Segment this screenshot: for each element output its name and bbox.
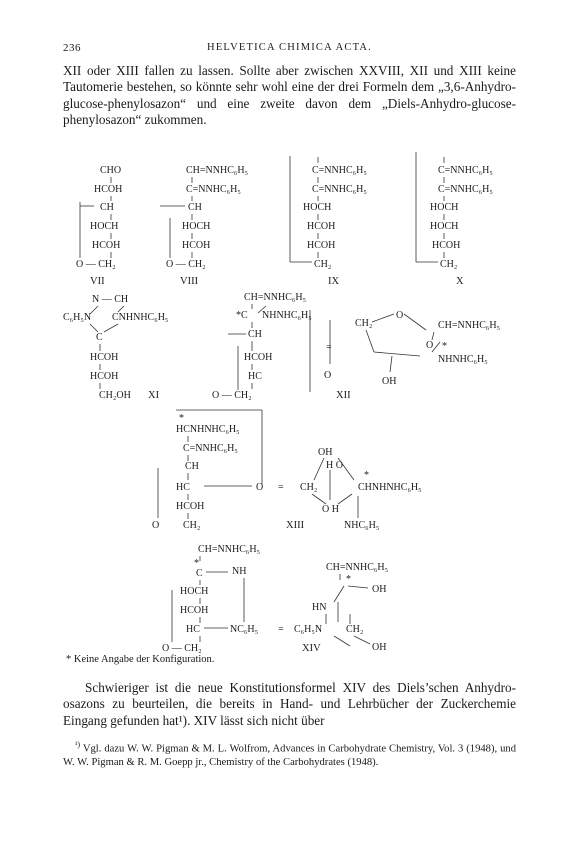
svg-text:CHO: CHO bbox=[100, 165, 122, 176]
svg-text:C=NNHC₆H₅: C=NNHC₆H₅ bbox=[312, 165, 367, 176]
svg-text:C=NNHC₆H₅: C=NNHC₆H₅ bbox=[186, 184, 241, 195]
svg-text:HCOH: HCOH bbox=[432, 240, 461, 251]
svg-text:HCOH: HCOH bbox=[182, 240, 211, 251]
svg-text:O — CH₂: O — CH₂ bbox=[166, 259, 206, 270]
svg-text:HOCH: HOCH bbox=[430, 202, 459, 213]
svg-text:O H: O H bbox=[322, 504, 339, 515]
svg-text:HCOH: HCOH bbox=[92, 240, 121, 251]
svg-text:*C: *C bbox=[236, 310, 248, 321]
svg-text:CH: CH bbox=[188, 202, 202, 213]
svg-text:H O: H O bbox=[326, 460, 343, 471]
svg-text:*: * bbox=[346, 574, 351, 585]
svg-text:OH: OH bbox=[382, 376, 397, 387]
formula-xii bbox=[324, 310, 500, 401]
svg-text:HOCH: HOCH bbox=[303, 202, 332, 213]
svg-text:O — CH₂: O — CH₂ bbox=[212, 390, 252, 401]
formula-xi-b bbox=[212, 292, 312, 401]
svg-text:CH₂: CH₂ bbox=[355, 318, 373, 329]
svg-text:HN: HN bbox=[312, 602, 327, 613]
svg-text:*: * bbox=[179, 413, 184, 424]
formula-ix bbox=[290, 156, 367, 287]
svg-text:C=NNHC₆H₅: C=NNHC₆H₅ bbox=[183, 443, 238, 454]
svg-text:N — CH: N — CH bbox=[92, 294, 129, 305]
svg-text:*: * bbox=[364, 470, 369, 481]
svg-text:CH=NNHC₆H₅: CH=NNHC₆H₅ bbox=[438, 320, 501, 331]
body-paragraph: Schwieriger ist die neue Konstitutionsformel XIV des Diels’schen Anhydro-osazons zu beurteilen, die bereits in Hand- und Lehrbücher der Zuckerchemie Eingang gefunden hat¹). XIV lässt sich nicht über bbox=[63, 680, 516, 728]
svg-text:O: O bbox=[152, 520, 160, 531]
svg-text:HOCH: HOCH bbox=[430, 221, 459, 232]
svg-text:HCOH: HCOH bbox=[90, 371, 119, 382]
svg-text:CH=NNHC₆H₅: CH=NNHC₆H₅ bbox=[186, 165, 249, 176]
svg-text:NHC₆H₅: NHC₆H₅ bbox=[344, 520, 380, 531]
svg-text:=: = bbox=[278, 624, 284, 635]
svg-text:HOCH: HOCH bbox=[182, 221, 211, 232]
svg-text:*: * bbox=[194, 558, 199, 569]
svg-text:HCOH: HCOH bbox=[244, 352, 273, 363]
svg-text:NHNHC₆H₅: NHNHC₆H₅ bbox=[262, 310, 312, 321]
svg-text:CH₂: CH₂ bbox=[300, 482, 318, 493]
formula-xi bbox=[63, 294, 168, 401]
svg-text:CH=NNHC₆H₅: CH=NNHC₆H₅ bbox=[244, 292, 307, 303]
footnote-text: Vgl. dazu W. W. Pigman & M. L. Wolfrom, Advances in Carbohydrate Chemistry, Vol. 3 (1948), und W. W. Pigman & R. M. Goepp jr., Chemistry of the Carbohydrates (1948). bbox=[63, 743, 516, 768]
svg-text:CH₂: CH₂ bbox=[183, 520, 201, 531]
svg-text:HOCH: HOCH bbox=[90, 221, 119, 232]
formula-xiii bbox=[152, 410, 422, 531]
svg-text:O — CH₂: O — CH₂ bbox=[162, 643, 202, 654]
svg-text:*: * bbox=[442, 341, 447, 352]
svg-text:CHNHNHC₆H₅: CHNHNHC₆H₅ bbox=[358, 482, 422, 493]
svg-text:CH₂: CH₂ bbox=[440, 259, 458, 270]
svg-text:CH₂: CH₂ bbox=[314, 259, 332, 270]
svg-text:O: O bbox=[426, 340, 434, 351]
svg-text:HCOH: HCOH bbox=[307, 221, 336, 232]
svg-text:NHNHC₆H₅: NHNHC₆H₅ bbox=[438, 354, 488, 365]
svg-text:VIII: VIII bbox=[180, 276, 199, 287]
svg-text:HCNHNHC₆H₅: HCNHNHC₆H₅ bbox=[176, 424, 240, 435]
svg-text:CH: CH bbox=[100, 202, 114, 213]
formula-viii bbox=[160, 165, 248, 287]
svg-text:HCOH: HCOH bbox=[307, 240, 336, 251]
svg-text:HC: HC bbox=[186, 624, 200, 635]
svg-text:=: = bbox=[326, 342, 332, 353]
journal-title: HELVETICA CHIMICA ACTA. bbox=[207, 42, 372, 53]
svg-text:XIII: XIII bbox=[286, 520, 305, 531]
footnote bbox=[63, 738, 516, 769]
svg-text:CH: CH bbox=[185, 461, 199, 472]
footnote-marker: ¹) bbox=[75, 740, 81, 749]
svg-text:C=NNHC₆H₅: C=NNHC₆H₅ bbox=[438, 184, 493, 195]
svg-text:CH₂OH: CH₂OH bbox=[99, 390, 131, 401]
svg-text:XII: XII bbox=[336, 390, 351, 401]
svg-text:HC: HC bbox=[176, 482, 190, 493]
svg-text:HOCH: HOCH bbox=[180, 586, 209, 597]
svg-text:NH: NH bbox=[232, 566, 247, 577]
svg-text:O: O bbox=[396, 310, 404, 321]
svg-text:OH: OH bbox=[318, 447, 333, 458]
svg-text:O: O bbox=[324, 370, 332, 381]
svg-text:C₆H₅N: C₆H₅N bbox=[63, 312, 92, 323]
svg-text:XIV: XIV bbox=[302, 643, 321, 654]
svg-text:X: X bbox=[456, 276, 464, 287]
svg-text:CH: CH bbox=[248, 329, 262, 340]
svg-text:HCOH: HCOH bbox=[90, 352, 119, 363]
svg-text:C: C bbox=[96, 332, 103, 343]
formula-vii bbox=[76, 165, 122, 287]
svg-text:VII: VII bbox=[90, 276, 105, 287]
svg-text:HCOH: HCOH bbox=[180, 605, 209, 616]
svg-text:O: O bbox=[256, 482, 264, 493]
svg-text:HCOH: HCOH bbox=[176, 501, 205, 512]
svg-text:O — CH₂: O — CH₂ bbox=[76, 259, 116, 270]
formula-xiv bbox=[162, 544, 388, 654]
svg-text:C=NNHC₆H₅: C=NNHC₆H₅ bbox=[312, 184, 367, 195]
svg-text:C=NNHC₆H₅: C=NNHC₆H₅ bbox=[438, 165, 493, 176]
svg-text:C₆H₅N: C₆H₅N bbox=[294, 624, 323, 635]
svg-text:OH: OH bbox=[372, 642, 387, 653]
svg-text:HCOH: HCOH bbox=[94, 184, 123, 195]
formula-x bbox=[416, 152, 493, 287]
svg-text:=: = bbox=[278, 482, 284, 493]
svg-text:OH: OH bbox=[372, 584, 387, 595]
svg-text:HC: HC bbox=[248, 371, 262, 382]
svg-text:CH₂: CH₂ bbox=[346, 624, 364, 635]
svg-text:IX: IX bbox=[328, 276, 340, 287]
svg-text:CH=NNHC₆H₅: CH=NNHC₆H₅ bbox=[326, 562, 389, 573]
svg-text:XI: XI bbox=[148, 390, 160, 401]
svg-text:C: C bbox=[196, 568, 203, 579]
configuration-note: * Keine Angabe der Konfiguration. bbox=[66, 654, 215, 665]
svg-text:CNHNHC₆H₅: CNHNHC₆H₅ bbox=[112, 312, 169, 323]
svg-text:NC₆H₅: NC₆H₅ bbox=[230, 624, 259, 635]
page-number: 236 bbox=[63, 42, 81, 54]
svg-text:CH=NNHC₆H₅: CH=NNHC₆H₅ bbox=[198, 544, 261, 555]
intro-paragraph: XII oder XIII fallen zu lassen. Sollte aber zwischen XXVIII, XII und XIII keine Tautomerie bestehen, so könnte sehr wohl eine der drei Formeln dem „3,6-Anhydro-glucose-phenylosazon“ und eine zweite davon dem „Diels-Anhydro-glucose-phenylosazon“ zukommen. bbox=[63, 63, 516, 128]
